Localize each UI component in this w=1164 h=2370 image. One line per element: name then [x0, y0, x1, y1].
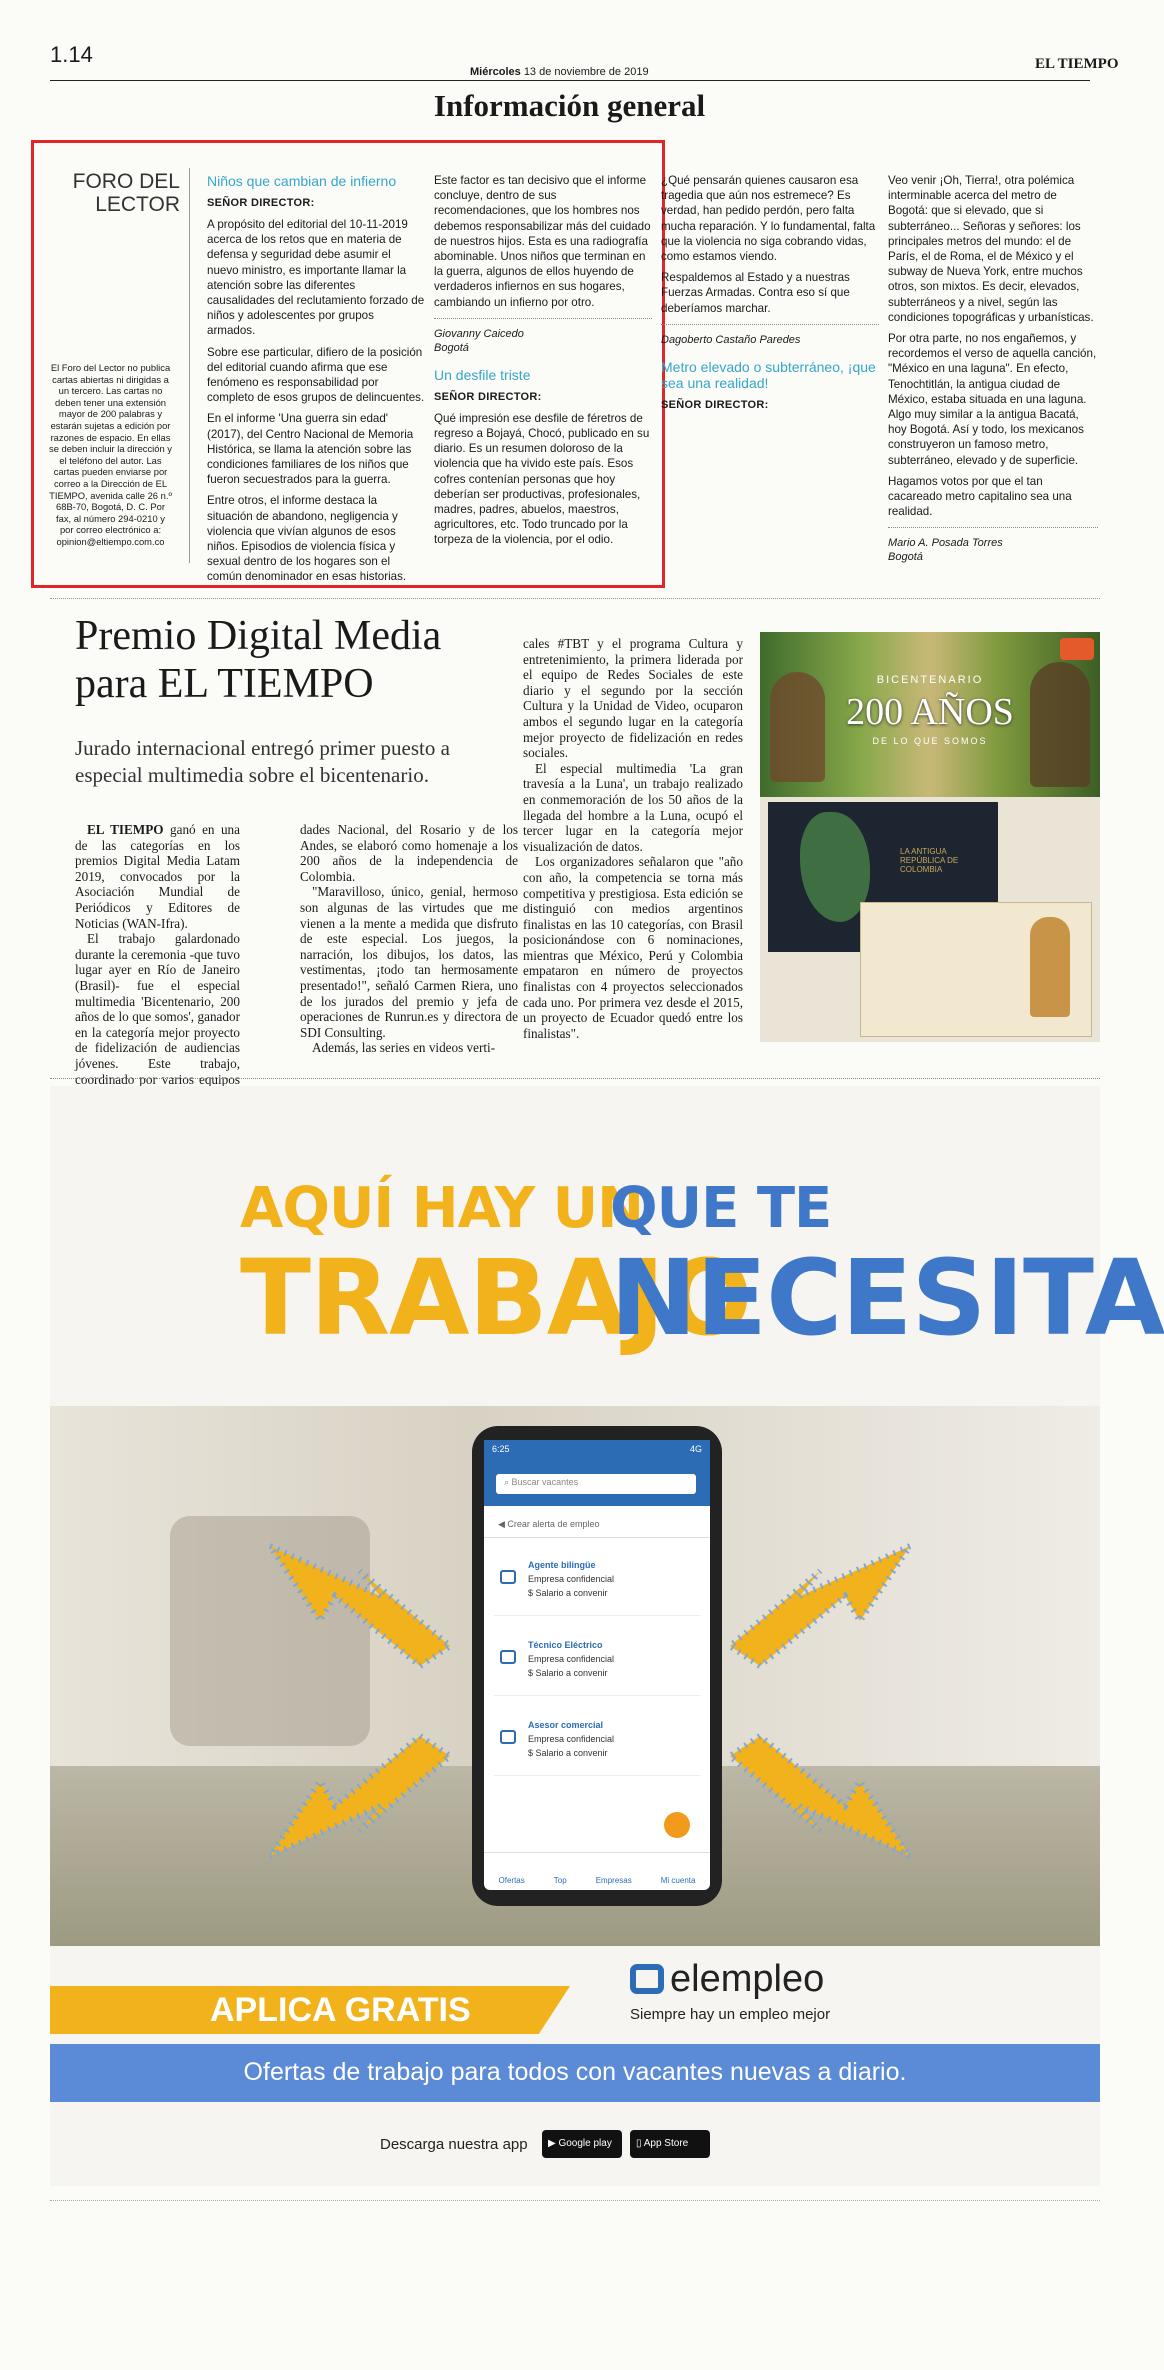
phone-status-bar — [484, 1440, 710, 1462]
image-illustration — [1030, 917, 1070, 1017]
ad-line1-right: QUE TE — [610, 1176, 832, 1241]
job-title: Asesor comercial — [528, 1720, 604, 1730]
phone-signal: 4G — [689, 1444, 702, 1454]
phone-time: 6:25 — [492, 1444, 510, 1454]
job-company: Empresa confidencial — [528, 1734, 615, 1744]
letter2-p2: ¿Qué pensarán quienes causaron esa tragedia que aún nos estremece? Es verdad, han pedido perdón, pero falta mucha reparación. Y lo fundamental, falta que la violencia no siga cobrando vidas, como estamos viendo. — [661, 174, 876, 264]
article-lead: EL TIEMPO — [87, 822, 164, 837]
forum-title — [60, 170, 180, 216]
search-icon: ⌕ — [504, 1477, 512, 1487]
article-c2-p3: Además, las series en videos verti- — [312, 1040, 496, 1056]
app-store-label: App Store — [643, 2138, 689, 2149]
section-title: Información general — [433, 88, 706, 123]
job-title: Agente bilingüe — [528, 1560, 596, 1570]
job-card-2[interactable] — [494, 1632, 700, 1696]
tab-top[interactable]: Top — [553, 1876, 567, 1885]
article-c2-p2: "Maravilloso, único, genial, hermoso son algunas de las virtudes que me vienen a la mente a medida que disfruto de este especial. Los juegos, la narración, los dibujos, los datos, las vestimentas, ¡todo tan hermosamente presentado!", señaló Carmen Riera, uno de los jurados del premio y jefa de operaciones de Runrun.es y directora de SDI Consulting. — [300, 884, 518, 1040]
megaphone-icon: ◀ — [498, 1519, 508, 1529]
article-column-3 — [523, 636, 743, 1041]
letter2-author: Dagoberto Castaño Paredes — [661, 333, 801, 346]
letter3-salutation: SEÑOR DIRECTOR: — [661, 398, 769, 411]
forum-sidebar-note: El Foro del Lector no publica cartas abiertas ni dirigidas a un tercero. Las cartas no deben tener una extensión mayor de 200 palabras y estarán sujetas a edición por razones de espacio. En ellas se deben incluir la dirección y el teléfono del autor. Las cartas pueden enviarse por correo a la Dirección de EL TIEMPO, avenida calle 26 n.º 68B-70, Bogotá, D. C. Por fax, al número 294-0210 y por correo electrónico a: opinion@eltiempo.com.co — [49, 362, 172, 547]
forum-column-1 — [207, 173, 425, 591]
date-rest: 13 de noviembre de 2019 — [523, 66, 649, 78]
article-headline — [75, 612, 545, 708]
image-map-label: LA ANTIGUA REPÚBLICA DE COLOMBIA — [900, 847, 959, 874]
letter3-p2: Por otra parte, no nos engañemos, y recordemos el verso de aquella canción, "México en una laguna". En efecto, Tenochtitlán, la antigua ciudad de México, estaba situada en una laguna. Algo muy similar a la antigua Bacatá, hoy Bogotá. Así y todo, los mexicanos construyeron un famoso metro, subterráneo, elevado y de superficie. — [888, 332, 1097, 467]
article-c3-p3: Los organizadores señalaron que "año con año, la competencia se torna más competitiva y prestigiosa. Esta edición se distinguió con medios argentinos finalistas en las 10 categorías, con Brasil posicionándose con 6 nominaciones, mientras que México, Perú y Colombia empataron en número de proyectos finalistas con 4 proyectos seleccionados cada uno. Por primera vez desde el 2015, un proyecto de Ecuador quedó entre los finalistas". — [523, 854, 743, 1041]
filter-fab-icon[interactable] — [664, 1812, 690, 1838]
letter2-title: Un desfile triste — [434, 366, 531, 383]
header-rule — [50, 80, 1090, 81]
phone-alert-row[interactable] — [484, 1512, 710, 1538]
arrow-bottom-right-icon — [720, 1726, 920, 1876]
letter2-salutation: SEÑOR DIRECTOR: — [434, 390, 542, 403]
offers-banner-text: Ofertas de trabajo para todos con vacantes nuevas a diario. — [243, 2058, 907, 2086]
brand-name: elempleo — [670, 1958, 825, 2000]
brand-tagline: Siempre hay un empleo mejor — [630, 2006, 831, 2023]
article-c3-p2: El especial multimedia 'La gran travesía a la Luna', un trabajo realizado en conmemoración de los 50 años de la llegada del hombre a la Luna, ocupó el tercer lugar en la categoría mejor visualización de datos. — [523, 760, 743, 854]
apply-free-label: APLICA GRATIS — [210, 1991, 471, 2029]
job-salary: $ Salario a convenir — [528, 1588, 608, 1598]
article-c2-p1: dades Nacional, del Rosario y de los Andes, se elaboró como homenaje a los 200 años de la independencia de Colombia. — [300, 822, 518, 884]
google-play-label: Google play — [558, 2138, 612, 2149]
letter1-author: Giovanny Caicedo — [434, 327, 524, 340]
forum-column-3 — [661, 173, 879, 419]
google-play-button[interactable] — [542, 2130, 622, 2158]
letter3-author: Mario A. Posada Torres — [888, 537, 1003, 550]
job-salary: $ Salario a convenir — [528, 1748, 608, 1758]
job-company: Empresa confidencial — [528, 1654, 615, 1664]
headline-line2: para EL TIEMPO — [75, 661, 374, 707]
article-c1-p2: El trabajo galardonado durante la ceremonia -que tuvo lugar ayer en Río de Janeiro (Brasil)- fue el especial multimedia 'Bicentenario, 200 años de lo que somos', ganador en la categoría mejor proyecto de fidelización de audiencias jóvenes. Este trabajo, coordinado por varios equipos — [75, 931, 240, 1087]
job-salary-text: Salario a convenir — [535, 1748, 608, 1758]
headline-line1: Premio Digital Media — [75, 613, 442, 659]
letter1-p4: Entre otros, el informe destaca la situación de abandono, negligencia y violencia que vivían algunos de esos niños. Episodios de violencia física y sexual dentro de los hogares son el común denominador en esas historias. — [207, 494, 407, 584]
article-subhead: Jurado internacional entregó primer puesto a especial multimedia sobre el bicentenario. — [75, 736, 450, 787]
letter3-p3: Hagamos votos por que el tan cacareado metro capitalino sea una realidad. — [888, 474, 1072, 519]
letter3-p1: Veo venir ¡Oh, Tierra!, otra polémica interminable acerca del metro de Bogotá: que si elevado, que si subterráneo... Señoras y señores: los principales metros del mundo: el de París, el de Roma, el de México y el subway de Nueva York, entre muchos otros, son mixtos. Es decir, elevados, subterráneos y a nivel, según las condiciones topográficas y urbanísticas. — [888, 174, 1094, 324]
elempleo-ad — [50, 1086, 1164, 2186]
letter1-p3: En el informe 'Una guerra sin edad' (2017), del Centro Nacional de Memoria Histórica, se llama la atención sobre las condiciones familiares de los niños que fueron secuestrados para la guerra. — [207, 412, 414, 487]
date-line — [470, 66, 649, 78]
forum-title-line1: FORO DEL — [72, 170, 180, 193]
arrow-top-left-icon — [260, 1526, 460, 1676]
ad-line2-left: TRABAJO — [240, 1237, 752, 1359]
forum-divider — [189, 168, 190, 563]
ad-line2-right: NECESITA — [610, 1237, 1164, 1359]
app-store-button[interactable] — [630, 2130, 710, 2158]
job-salary-text: Salario a convenir — [535, 1668, 608, 1678]
image-badge — [1060, 638, 1094, 660]
image-sub-text: DE LO QUE SOMOS — [872, 736, 988, 746]
forum-column-2 — [434, 173, 652, 554]
article-c3-p1: cales #TBT y el programa Cultura y entretenimiento, la primera liderada por el equipo de Redes Sociales de este diario y el segundo por la sección Cultura y la Unidad de Video, ocuparon ambos el segundo lugar en la categoría mejor proyecto de fidelización en redes sociales. — [523, 636, 743, 761]
image-big-text: 200 AÑOS — [846, 691, 1014, 733]
phone-search-text: Buscar vacantes — [511, 1477, 579, 1487]
article-divider — [50, 1078, 1100, 1079]
tab-mi-cuenta[interactable]: Mi cuenta — [660, 1876, 696, 1885]
job-company: Empresa confidencial — [528, 1574, 615, 1584]
phone-alert-text: Crear alerta de empleo — [507, 1519, 600, 1529]
job-salary-text: Salario a convenir — [535, 1588, 608, 1598]
forum-title-line2: LECTOR — [95, 193, 180, 216]
job-title: Técnico Eléctrico — [528, 1640, 603, 1650]
tab-ofertas[interactable]: Ofertas — [498, 1876, 525, 1885]
article-c1-p1 — [75, 822, 240, 931]
briefcase-icon — [500, 1650, 516, 1664]
apple-icon: ▯ — [636, 2138, 644, 2149]
phone-screen — [484, 1440, 710, 1890]
masthead: EL TIEMPO — [1035, 56, 1119, 72]
letter1-city: Bogotá — [434, 341, 469, 354]
arrow-top-right-icon — [720, 1526, 920, 1676]
article-column-2 — [300, 822, 518, 1056]
phone-mockup — [472, 1426, 722, 1906]
forum-column-4 — [888, 173, 1098, 576]
letter1-p2: Sobre ese particular, difiero de la posición del editorial cuando afirma que ese fenómeno es responsabilidad por completo de esos grupos de delincuentes. — [207, 345, 425, 405]
phone-tab-bar — [484, 1852, 710, 1890]
ad-line1-left: AQUÍ HAY UN — [240, 1176, 643, 1241]
job-card-1[interactable] — [494, 1552, 700, 1616]
letter2-p3: Respaldemos al Estado y a nuestras Fuerzas Armadas. Contra eso sí que deberíamos marchar. — [661, 271, 850, 315]
date-day: Miércoles — [470, 66, 521, 78]
letter3-city: Bogotá — [888, 551, 923, 564]
briefcase-icon — [500, 1570, 516, 1584]
phone-search-bar — [484, 1462, 710, 1506]
image-title: BICENTENARIO — [876, 674, 984, 686]
letter2-p1: Qué impresión ese desfile de féretros de regreso a Bojayá, Chocó, publicado en su diario. Es un resumen doloroso de la violencia que ha vivido este país. Esos cofres contenían personas que hoy deberían ser productivas, profesionales, madres, padres, abuelos, maestros, agricultores, etc. Todo truncado por la torpeza de la violencia, por el odio. — [434, 411, 650, 547]
tab-empresas[interactable]: Empresas — [595, 1876, 632, 1885]
job-card-3[interactable] — [494, 1712, 700, 1776]
page-number: 1.14 — [50, 42, 93, 67]
phone-search-input[interactable] — [496, 1474, 696, 1494]
bicentenario-image — [760, 632, 1100, 1042]
letter1-salutation: SEÑOR DIRECTOR: — [207, 197, 315, 209]
section-divider — [50, 598, 1100, 599]
article-c1-p1-text: ganó en una de las categorías en los premios Digital Media Latam 2019, convocados por la Asociación Mundial de Periódicos y Editores de Noticias (WAN-Ifra). — [75, 822, 241, 931]
arrow-bottom-left-icon — [260, 1726, 460, 1876]
letter3-title: Metro elevado o subterráneo, ¡que sea una realidad! — [661, 358, 876, 391]
elempleo-logo-icon — [630, 1964, 664, 1994]
briefcase-icon — [500, 1730, 516, 1744]
download-label: Descarga nuestra app — [380, 2136, 528, 2153]
bottom-divider — [50, 2200, 1100, 2201]
play-icon: ▶ — [548, 2138, 559, 2149]
letter1-title: Niños que cambian de infierno — [207, 173, 397, 189]
letter1-p5: Este factor es tan decisivo que el informe concluye, dentro de sus recomendaciones, que los hombres nos debemos responsabilizar más del cuidado de nuestros hijos. Esta es una radiografía abominable. Unos niños que terminan en la guerra, algunos de ellos huyendo de verdaderos infiernos en sus hogares, cambiando un infierno por otro. — [434, 174, 651, 309]
letter1-p1: A propósito del editorial del 10-11-2019 acerca de los retos que en materia de defensa y seguridad debe asumir el nuevo ministro, es importante llamar la atención sobre las diferentes causalidades del reclutamiento forzado de niños y adolescentes por grupos armados. — [207, 218, 425, 338]
job-salary: $ Salario a convenir — [528, 1668, 608, 1678]
